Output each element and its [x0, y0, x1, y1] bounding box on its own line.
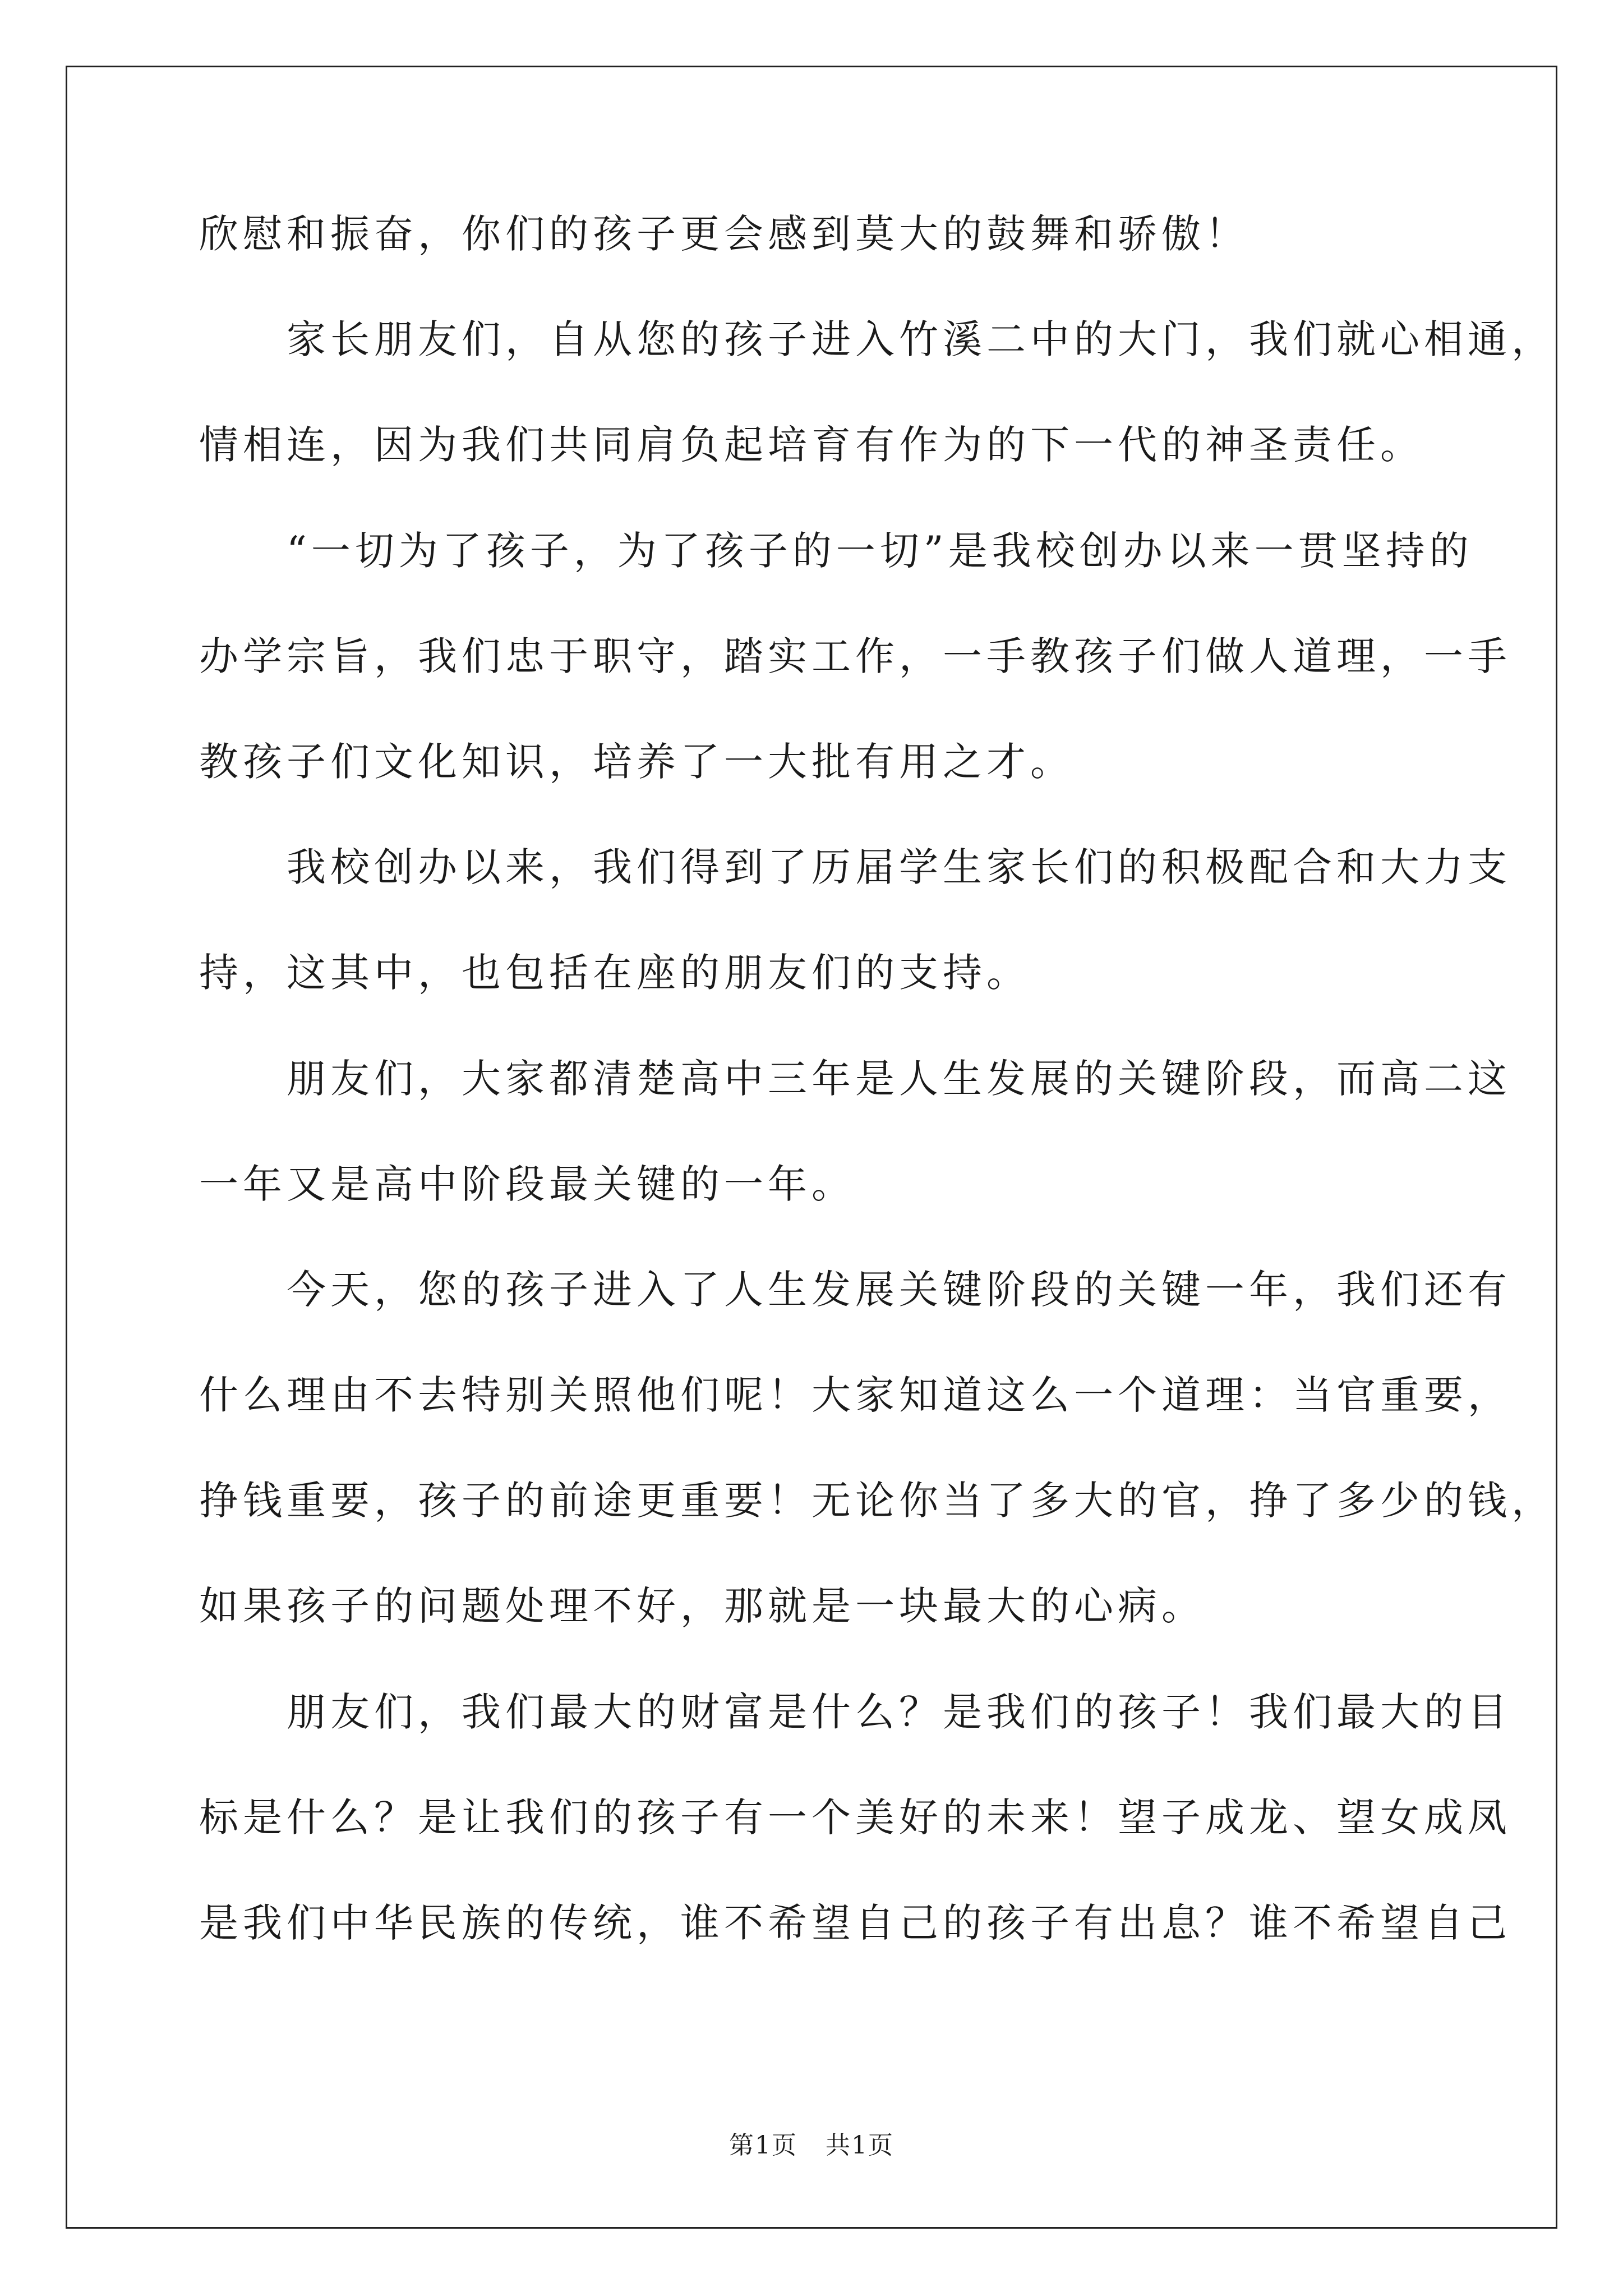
- text-line: 朋友们，大家都清楚高中三年是人生发展的关键阶段，而高二这: [199, 1055, 1511, 1102]
- text-line: 欣慰和振奋，你们的孩子更会感到莫大的鼓舞和骄傲！: [199, 211, 1249, 257]
- text-line: 今天，您的孩子进入了人生发展关键阶段的关键一年，我们还有: [199, 1266, 1511, 1313]
- text-line: 如果孩子的问题处理不好，那就是一块最大的心病。: [199, 1583, 1205, 1630]
- page-total: 共1页: [826, 2131, 894, 2160]
- page-footer: [0, 2129, 1623, 2162]
- text-line: 教孩子们文化知识，培养了一大批有用之才。: [199, 738, 1074, 785]
- text-line: 情相连，因为我们共同肩负起培育有作为的下一代的神圣责任。: [199, 422, 1424, 468]
- document-body: [199, 209, 1555, 2003]
- text-line: 朋友们，我们最大的财富是什么？是我们的孩子！我们最大的目: [199, 1688, 1511, 1735]
- text-line: 挣钱重要，孩子的前途更重要！无论你当了多大的官，挣了多少的钱，: [199, 1478, 1555, 1524]
- text-line: 家长朋友们，自从您的孩子进入竹溪二中的大门，我们就心相通，: [199, 316, 1555, 363]
- text-line: “一切为了孩子，为了孩子的一切”是我校创办以来一贯坚持的: [199, 527, 1473, 574]
- text-line: 持，这其中，也包括在座的朋友们的支持。: [199, 950, 1030, 996]
- page-number: 第1页: [729, 2131, 797, 2160]
- text-line: 一年又是高中阶段最关键的一年。: [199, 1161, 855, 1207]
- text-line: 办学宗旨，我们忠于职守，踏实工作，一手教孩子们做人道理，一手: [199, 633, 1511, 679]
- text-line: 是我们中华民族的传统，谁不希望自己的孩子有出息？谁不希望自己: [199, 1900, 1511, 1946]
- text-line: 标是什么？是让我们的孩子有一个美好的未来！望子成龙、望女成凤: [199, 1794, 1511, 1841]
- text-line: 什么理由不去特别关照他们呢！大家知道这么一个道理：当官重要，: [199, 1372, 1511, 1419]
- text-line: 我校创办以来，我们得到了历届学生家长们的积极配合和大力支: [199, 844, 1511, 891]
